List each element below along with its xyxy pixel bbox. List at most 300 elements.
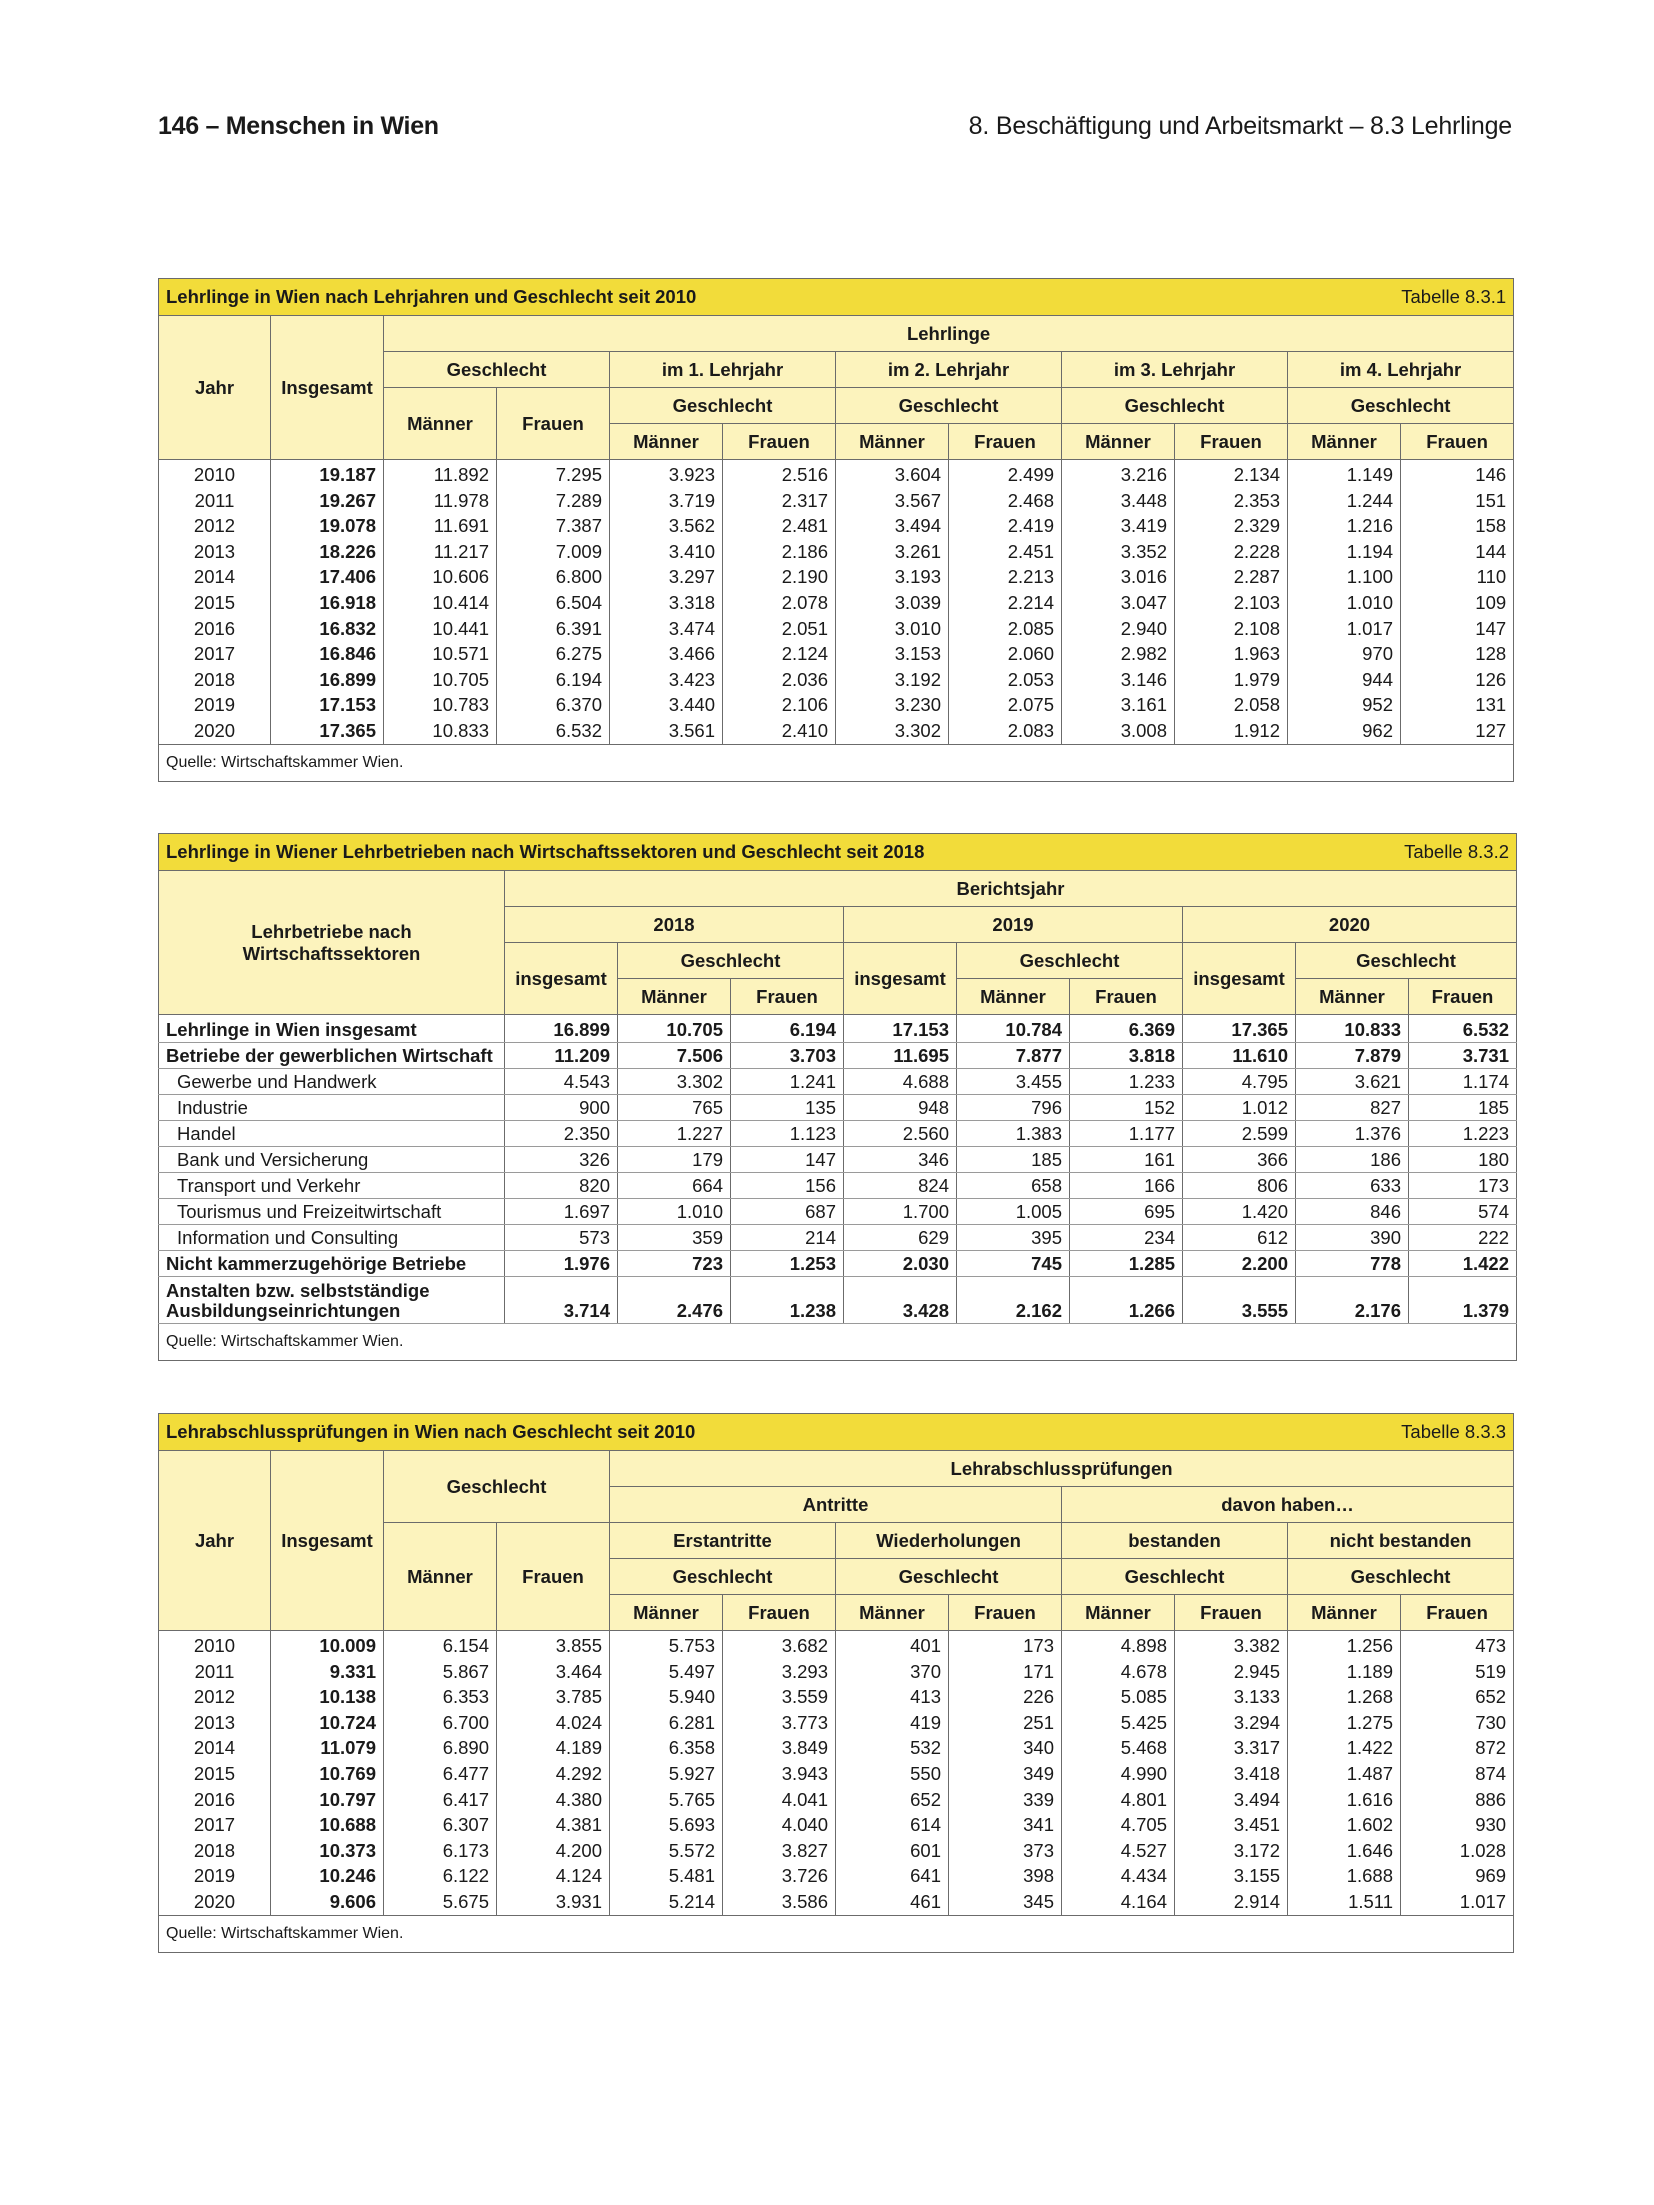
value-cell: 2.287	[1175, 564, 1288, 590]
value-cell: 3.216	[1062, 460, 1175, 488]
value-cell: 574	[1409, 1199, 1517, 1225]
col-header-davon-haben: davon haben…	[1062, 1487, 1514, 1523]
col-header-lehrjahr-1: im 1. Lehrjahr	[610, 352, 836, 388]
value-cell: 3.161	[1062, 692, 1175, 718]
value-cell: 4.189	[497, 1735, 610, 1761]
value-cell: 4.678	[1062, 1659, 1175, 1685]
value-cell: 2.914	[1175, 1889, 1288, 1915]
table-row	[159, 590, 1514, 616]
value-cell: 3.494	[1175, 1787, 1288, 1813]
value-cell: 7.387	[497, 513, 610, 539]
value-cell: 3.818	[1070, 1043, 1183, 1069]
col-header-maenner: Männer	[957, 979, 1070, 1015]
col-header-frauen: Frauen	[1401, 424, 1514, 460]
value-cell: 11.610	[1183, 1043, 1296, 1069]
value-cell: 4.380	[497, 1787, 610, 1813]
table-title-bar	[159, 279, 1514, 316]
row-label: Industrie	[159, 1095, 505, 1121]
row-label: Betriebe der gewerblichen Wirtschaft	[159, 1043, 505, 1069]
value-cell: 2.078	[723, 590, 836, 616]
table-row	[159, 1015, 1517, 1043]
value-cell: 366	[1183, 1147, 1296, 1173]
value-cell: 1.256	[1288, 1631, 1401, 1659]
value-cell: 7.506	[618, 1043, 731, 1069]
value-cell: 3.827	[723, 1838, 836, 1864]
value-cell: 4.040	[723, 1812, 836, 1838]
value-cell: 2.085	[949, 616, 1062, 642]
value-cell: 5.497	[610, 1659, 723, 1685]
table-row	[159, 1069, 1517, 1095]
value-cell: 3.474	[610, 616, 723, 642]
total-cell: 10.688	[271, 1812, 384, 1838]
value-cell: 2.176	[1296, 1277, 1409, 1324]
value-cell: 3.455	[957, 1069, 1070, 1095]
value-cell: 2.103	[1175, 590, 1288, 616]
value-cell: 5.572	[610, 1838, 723, 1864]
value-cell: 2.516	[723, 460, 836, 488]
value-cell: 3.855	[497, 1631, 610, 1659]
value-cell: 5.675	[384, 1889, 497, 1915]
value-cell: 4.024	[497, 1710, 610, 1736]
value-cell: 3.703	[731, 1043, 844, 1069]
source-note: Quelle: Wirtschaftskammer Wien.	[159, 1915, 1514, 1952]
value-cell: 5.867	[384, 1659, 497, 1685]
value-cell: 3.155	[1175, 1863, 1288, 1889]
page-header	[158, 112, 1512, 146]
value-cell: 2.108	[1175, 616, 1288, 642]
total-cell: 10.769	[271, 1761, 384, 1787]
value-cell: 5.927	[610, 1761, 723, 1787]
year-cell: 2014	[159, 564, 271, 590]
value-cell: 222	[1409, 1225, 1517, 1251]
value-cell: 2.075	[949, 692, 1062, 718]
value-cell: 2.940	[1062, 616, 1175, 642]
value-cell: 3.318	[610, 590, 723, 616]
value-cell: 1.010	[1288, 590, 1401, 616]
table-row	[159, 1147, 1517, 1173]
value-cell: 1.253	[731, 1251, 844, 1277]
value-cell: 6.122	[384, 1863, 497, 1889]
col-header-maenner: Männer	[384, 388, 497, 460]
col-header-lehrjahr-4: im 4. Lehrjahr	[1288, 352, 1514, 388]
row-label: Gewerbe und Handwerk	[159, 1069, 505, 1095]
table-row	[159, 564, 1514, 590]
value-cell: 173	[1409, 1173, 1517, 1199]
col-header-bestanden: bestanden	[1062, 1523, 1288, 1559]
value-cell: 900	[505, 1095, 618, 1121]
value-cell: 3.464	[497, 1659, 610, 1685]
table-row	[159, 1043, 1517, 1069]
value-cell: 3.192	[836, 667, 949, 693]
year-cell: 2018	[159, 1838, 271, 1864]
value-cell: 3.294	[1175, 1710, 1288, 1736]
value-cell: 5.085	[1062, 1684, 1175, 1710]
value-cell: 2.476	[618, 1277, 731, 1324]
col-header-lehrabschlusspruefungen: Lehrabschlussprüfungen	[610, 1451, 1514, 1487]
value-cell: 1.422	[1288, 1735, 1401, 1761]
value-cell: 5.468	[1062, 1735, 1175, 1761]
row-label: Lehrlinge in Wien insgesamt	[159, 1015, 505, 1043]
value-cell: 226	[949, 1684, 1062, 1710]
col-header-geschlecht: Geschlecht	[384, 1451, 610, 1523]
value-cell: 633	[1296, 1173, 1409, 1199]
value-cell: 1.017	[1401, 1889, 1514, 1915]
value-cell: 872	[1401, 1735, 1514, 1761]
value-cell: 1.012	[1183, 1095, 1296, 1121]
row-label: Transport und Verkehr	[159, 1173, 505, 1199]
value-cell: 5.753	[610, 1631, 723, 1659]
col-header-maenner: Männer	[384, 1523, 497, 1631]
value-cell: 3.302	[836, 718, 949, 744]
value-cell: 1.100	[1288, 564, 1401, 590]
value-cell: 3.719	[610, 488, 723, 514]
table-row	[159, 1225, 1517, 1251]
row-label: Anstalten bzw. selbstständige Ausbildungseinrichtungen	[159, 1277, 505, 1324]
value-cell: 6.532	[497, 718, 610, 744]
total-cell: 16.832	[271, 616, 384, 642]
value-cell: 1.010	[618, 1199, 731, 1225]
col-header-frauen: Frauen	[1175, 1595, 1288, 1631]
value-cell: 6.194	[731, 1015, 844, 1043]
value-cell: 532	[836, 1735, 949, 1761]
value-cell: 413	[836, 1684, 949, 1710]
value-cell: 3.586	[723, 1889, 836, 1915]
value-cell: 969	[1401, 1863, 1514, 1889]
table-row	[159, 1199, 1517, 1225]
value-cell: 3.561	[610, 718, 723, 744]
col-header-maenner: Männer	[836, 424, 949, 460]
table-row	[159, 1631, 1514, 1659]
value-cell: 4.164	[1062, 1889, 1175, 1915]
value-cell: 6.890	[384, 1735, 497, 1761]
value-cell: 6.391	[497, 616, 610, 642]
value-cell: 11.209	[505, 1043, 618, 1069]
col-header-lehrjahr-3: im 3. Lehrjahr	[1062, 352, 1288, 388]
value-cell: 1.379	[1409, 1277, 1517, 1324]
value-cell: 370	[836, 1659, 949, 1685]
value-cell: 4.041	[723, 1787, 836, 1813]
year-cell: 2017	[159, 1812, 271, 1838]
value-cell: 6.369	[1070, 1015, 1183, 1043]
value-cell: 179	[618, 1147, 731, 1173]
value-cell: 2.083	[949, 718, 1062, 744]
value-cell: 6.173	[384, 1838, 497, 1864]
total-cell: 16.846	[271, 641, 384, 667]
value-cell: 173	[949, 1631, 1062, 1659]
value-cell: 2.051	[723, 616, 836, 642]
value-cell: 2.599	[1183, 1121, 1296, 1147]
year-cell: 2015	[159, 1761, 271, 1787]
value-cell: 2.317	[723, 488, 836, 514]
total-cell: 10.724	[271, 1710, 384, 1736]
value-cell: 519	[1401, 1659, 1514, 1685]
value-cell: 10.833	[384, 718, 497, 744]
total-cell: 19.078	[271, 513, 384, 539]
value-cell: 10.833	[1296, 1015, 1409, 1043]
value-cell: 345	[949, 1889, 1062, 1915]
value-cell: 3.562	[610, 513, 723, 539]
value-cell: 17.365	[1183, 1015, 1296, 1043]
value-cell: 1.149	[1288, 460, 1401, 488]
col-header-geschlecht: Geschlecht	[836, 388, 1062, 424]
value-cell: 6.700	[384, 1710, 497, 1736]
table-row	[159, 1095, 1517, 1121]
table-row	[159, 641, 1514, 667]
year-cell: 2011	[159, 1659, 271, 1685]
value-cell: 827	[1296, 1095, 1409, 1121]
total-cell: 19.267	[271, 488, 384, 514]
table-title: Lehrabschlussprüfungen in Wien nach Geschlecht seit 2010	[166, 1421, 696, 1442]
year-cell: 2019	[159, 1863, 271, 1889]
value-cell: 930	[1401, 1812, 1514, 1838]
value-cell: 874	[1401, 1761, 1514, 1787]
value-cell: 3.555	[1183, 1277, 1296, 1324]
value-cell: 3.293	[723, 1659, 836, 1685]
table-row	[159, 1863, 1514, 1889]
value-cell: 10.784	[957, 1015, 1070, 1043]
year-cell: 2013	[159, 539, 271, 565]
year-cell: 2020	[159, 718, 271, 744]
col-header-maenner: Männer	[610, 424, 723, 460]
col-header-geschlecht: Geschlecht	[1062, 1559, 1288, 1595]
value-cell: 652	[836, 1787, 949, 1813]
value-cell: 3.410	[610, 539, 723, 565]
table-body	[159, 1015, 1517, 1324]
year-cell: 2010	[159, 460, 271, 488]
value-cell: 131	[1401, 692, 1514, 718]
value-cell: 11.691	[384, 513, 497, 539]
table-number: Tabelle 8.3.2	[1404, 841, 1510, 862]
value-cell: 2.213	[949, 564, 1062, 590]
col-header-nicht-bestanden: nicht bestanden	[1288, 1523, 1514, 1559]
value-cell: 17.153	[844, 1015, 957, 1043]
value-cell: 11.217	[384, 539, 497, 565]
value-cell: 11.978	[384, 488, 497, 514]
value-cell: 4.801	[1062, 1787, 1175, 1813]
col-header-geschlecht: Geschlecht	[836, 1559, 1062, 1595]
value-cell: 3.153	[836, 641, 949, 667]
value-cell: 180	[1409, 1147, 1517, 1173]
value-cell: 6.275	[497, 641, 610, 667]
value-cell: 10.705	[618, 1015, 731, 1043]
total-cell: 9.606	[271, 1889, 384, 1915]
value-cell: 1.216	[1288, 513, 1401, 539]
col-header-jahr: Jahr	[159, 316, 271, 460]
year-cell: 2019	[159, 692, 271, 718]
value-cell: 4.292	[497, 1761, 610, 1787]
value-cell: 3.923	[610, 460, 723, 488]
value-cell: 5.940	[610, 1684, 723, 1710]
value-cell: 695	[1070, 1199, 1183, 1225]
value-cell: 2.134	[1175, 460, 1288, 488]
value-cell: 4.990	[1062, 1761, 1175, 1787]
value-cell: 3.451	[1175, 1812, 1288, 1838]
total-cell: 10.373	[271, 1838, 384, 1864]
total-cell: 10.009	[271, 1631, 384, 1659]
col-header-maenner: Männer	[618, 979, 731, 1015]
year-cell: 2018	[159, 667, 271, 693]
col-header-erstantritte: Erstantritte	[610, 1523, 836, 1559]
value-cell: 3.428	[844, 1277, 957, 1324]
value-cell: 1.422	[1409, 1251, 1517, 1277]
value-cell: 2.186	[723, 539, 836, 565]
value-cell: 147	[1401, 616, 1514, 642]
value-cell: 16.899	[505, 1015, 618, 1043]
value-cell: 6.504	[497, 590, 610, 616]
value-cell: 461	[836, 1889, 949, 1915]
year-cell: 2020	[159, 1889, 271, 1915]
value-cell: 886	[1401, 1787, 1514, 1813]
col-header-antritte: Antritte	[610, 1487, 1062, 1523]
value-cell: 1.028	[1401, 1838, 1514, 1864]
row-label: Bank und Versicherung	[159, 1147, 505, 1173]
col-header-maenner: Männer	[1062, 424, 1175, 460]
col-header-geschlecht: Geschlecht	[1288, 1559, 1514, 1595]
value-cell: 156	[731, 1173, 844, 1199]
total-cell: 18.226	[271, 539, 384, 565]
col-header-insgesamt: insgesamt	[1183, 943, 1296, 1015]
value-cell: 1.963	[1175, 641, 1288, 667]
value-cell: 398	[949, 1863, 1062, 1889]
total-cell: 16.918	[271, 590, 384, 616]
value-cell: 1.511	[1288, 1889, 1401, 1915]
value-cell: 1.700	[844, 1199, 957, 1225]
value-cell: 186	[1296, 1147, 1409, 1173]
value-cell: 473	[1401, 1631, 1514, 1659]
value-cell: 3.943	[723, 1761, 836, 1787]
table-title-bar	[159, 834, 1517, 871]
value-cell: 723	[618, 1251, 731, 1277]
total-cell: 17.406	[271, 564, 384, 590]
col-header-insgesamt: Insgesamt	[271, 316, 384, 460]
value-cell: 4.898	[1062, 1631, 1175, 1659]
table-row	[159, 1251, 1517, 1277]
value-cell: 11.892	[384, 460, 497, 488]
value-cell: 1.268	[1288, 1684, 1401, 1710]
value-cell: 1.979	[1175, 667, 1288, 693]
value-cell: 1.285	[1070, 1251, 1183, 1277]
value-cell: 2.214	[949, 590, 1062, 616]
table-row	[159, 1277, 1517, 1324]
value-cell: 2.329	[1175, 513, 1288, 539]
value-cell: 144	[1401, 539, 1514, 565]
source-note: Quelle: Wirtschaftskammer Wien.	[159, 1324, 1517, 1361]
value-cell: 185	[1409, 1095, 1517, 1121]
value-cell: 3.193	[836, 564, 949, 590]
source-note: Quelle: Wirtschaftskammer Wien.	[159, 744, 1514, 781]
value-cell: 3.714	[505, 1277, 618, 1324]
value-cell: 3.682	[723, 1631, 836, 1659]
col-header-geschlecht: Geschlecht	[1062, 388, 1288, 424]
total-cell: 10.797	[271, 1787, 384, 1813]
value-cell: 4.200	[497, 1838, 610, 1864]
value-cell: 745	[957, 1251, 1070, 1277]
value-cell: 1.646	[1288, 1838, 1401, 1864]
table-row	[159, 1659, 1514, 1685]
value-cell: 214	[731, 1225, 844, 1251]
value-cell: 612	[1183, 1225, 1296, 1251]
value-cell: 1.177	[1070, 1121, 1183, 1147]
value-cell: 641	[836, 1863, 949, 1889]
value-cell: 251	[949, 1710, 1062, 1736]
value-cell: 1.420	[1183, 1199, 1296, 1225]
table-body	[159, 460, 1514, 745]
row-label: Nicht kammerzugehörige Betriebe	[159, 1251, 505, 1277]
value-cell: 5.765	[610, 1787, 723, 1813]
value-cell: 109	[1401, 590, 1514, 616]
value-cell: 3.302	[618, 1069, 731, 1095]
value-cell: 948	[844, 1095, 957, 1121]
col-header-jahr: Jahr	[159, 1451, 271, 1631]
value-cell: 2.481	[723, 513, 836, 539]
page-header-right: 8. Beschäftigung und Arbeitsmarkt – 8.3 Lehrlinge	[968, 112, 1512, 140]
table-8-3-2	[158, 833, 1517, 1361]
value-cell: 3.726	[723, 1863, 836, 1889]
value-cell: 2.053	[949, 667, 1062, 693]
value-cell: 658	[957, 1173, 1070, 1199]
table-body	[159, 1631, 1514, 1916]
value-cell: 2.124	[723, 641, 836, 667]
value-cell: 373	[949, 1838, 1062, 1864]
value-cell: 3.423	[610, 667, 723, 693]
value-cell: 1.376	[1296, 1121, 1409, 1147]
col-header-year-2018: 2018	[505, 907, 844, 943]
total-cell: 11.079	[271, 1735, 384, 1761]
value-cell: 171	[949, 1659, 1062, 1685]
value-cell: 2.499	[949, 460, 1062, 488]
col-header-frauen: Frauen	[723, 1595, 836, 1631]
value-cell: 234	[1070, 1225, 1183, 1251]
value-cell: 5.425	[1062, 1710, 1175, 1736]
year-cell: 2016	[159, 616, 271, 642]
value-cell: 7.295	[497, 460, 610, 488]
value-cell: 614	[836, 1812, 949, 1838]
value-cell: 1.241	[731, 1069, 844, 1095]
value-cell: 127	[1401, 718, 1514, 744]
value-cell: 7.877	[957, 1043, 1070, 1069]
col-header-year-2019: 2019	[844, 907, 1183, 943]
col-header-frauen: Frauen	[723, 424, 836, 460]
value-cell: 952	[1288, 692, 1401, 718]
value-cell: 2.228	[1175, 539, 1288, 565]
table-row	[159, 1761, 1514, 1787]
value-cell: 326	[505, 1147, 618, 1173]
col-header-lehrjahr-2: im 2. Lehrjahr	[836, 352, 1062, 388]
value-cell: 359	[618, 1225, 731, 1251]
table-row	[159, 718, 1514, 744]
value-cell: 6.800	[497, 564, 610, 590]
value-cell: 2.451	[949, 539, 1062, 565]
value-cell: 2.060	[949, 641, 1062, 667]
col-header-geschlecht: Geschlecht	[1288, 388, 1514, 424]
year-cell: 2013	[159, 1710, 271, 1736]
total-cell: 9.331	[271, 1659, 384, 1685]
value-cell: 147	[731, 1147, 844, 1173]
value-cell: 1.912	[1175, 718, 1288, 744]
value-cell: 146	[1401, 460, 1514, 488]
value-cell: 765	[618, 1095, 731, 1121]
value-cell: 3.448	[1062, 488, 1175, 514]
value-cell: 3.931	[497, 1889, 610, 1915]
value-cell: 4.795	[1183, 1069, 1296, 1095]
year-cell: 2011	[159, 488, 271, 514]
table-row	[159, 1735, 1514, 1761]
value-cell: 10.606	[384, 564, 497, 590]
col-header-lehrlinge: Lehrlinge	[384, 316, 1514, 352]
value-cell: 3.008	[1062, 718, 1175, 744]
value-cell: 11.695	[844, 1043, 957, 1069]
value-cell: 5.481	[610, 1863, 723, 1889]
